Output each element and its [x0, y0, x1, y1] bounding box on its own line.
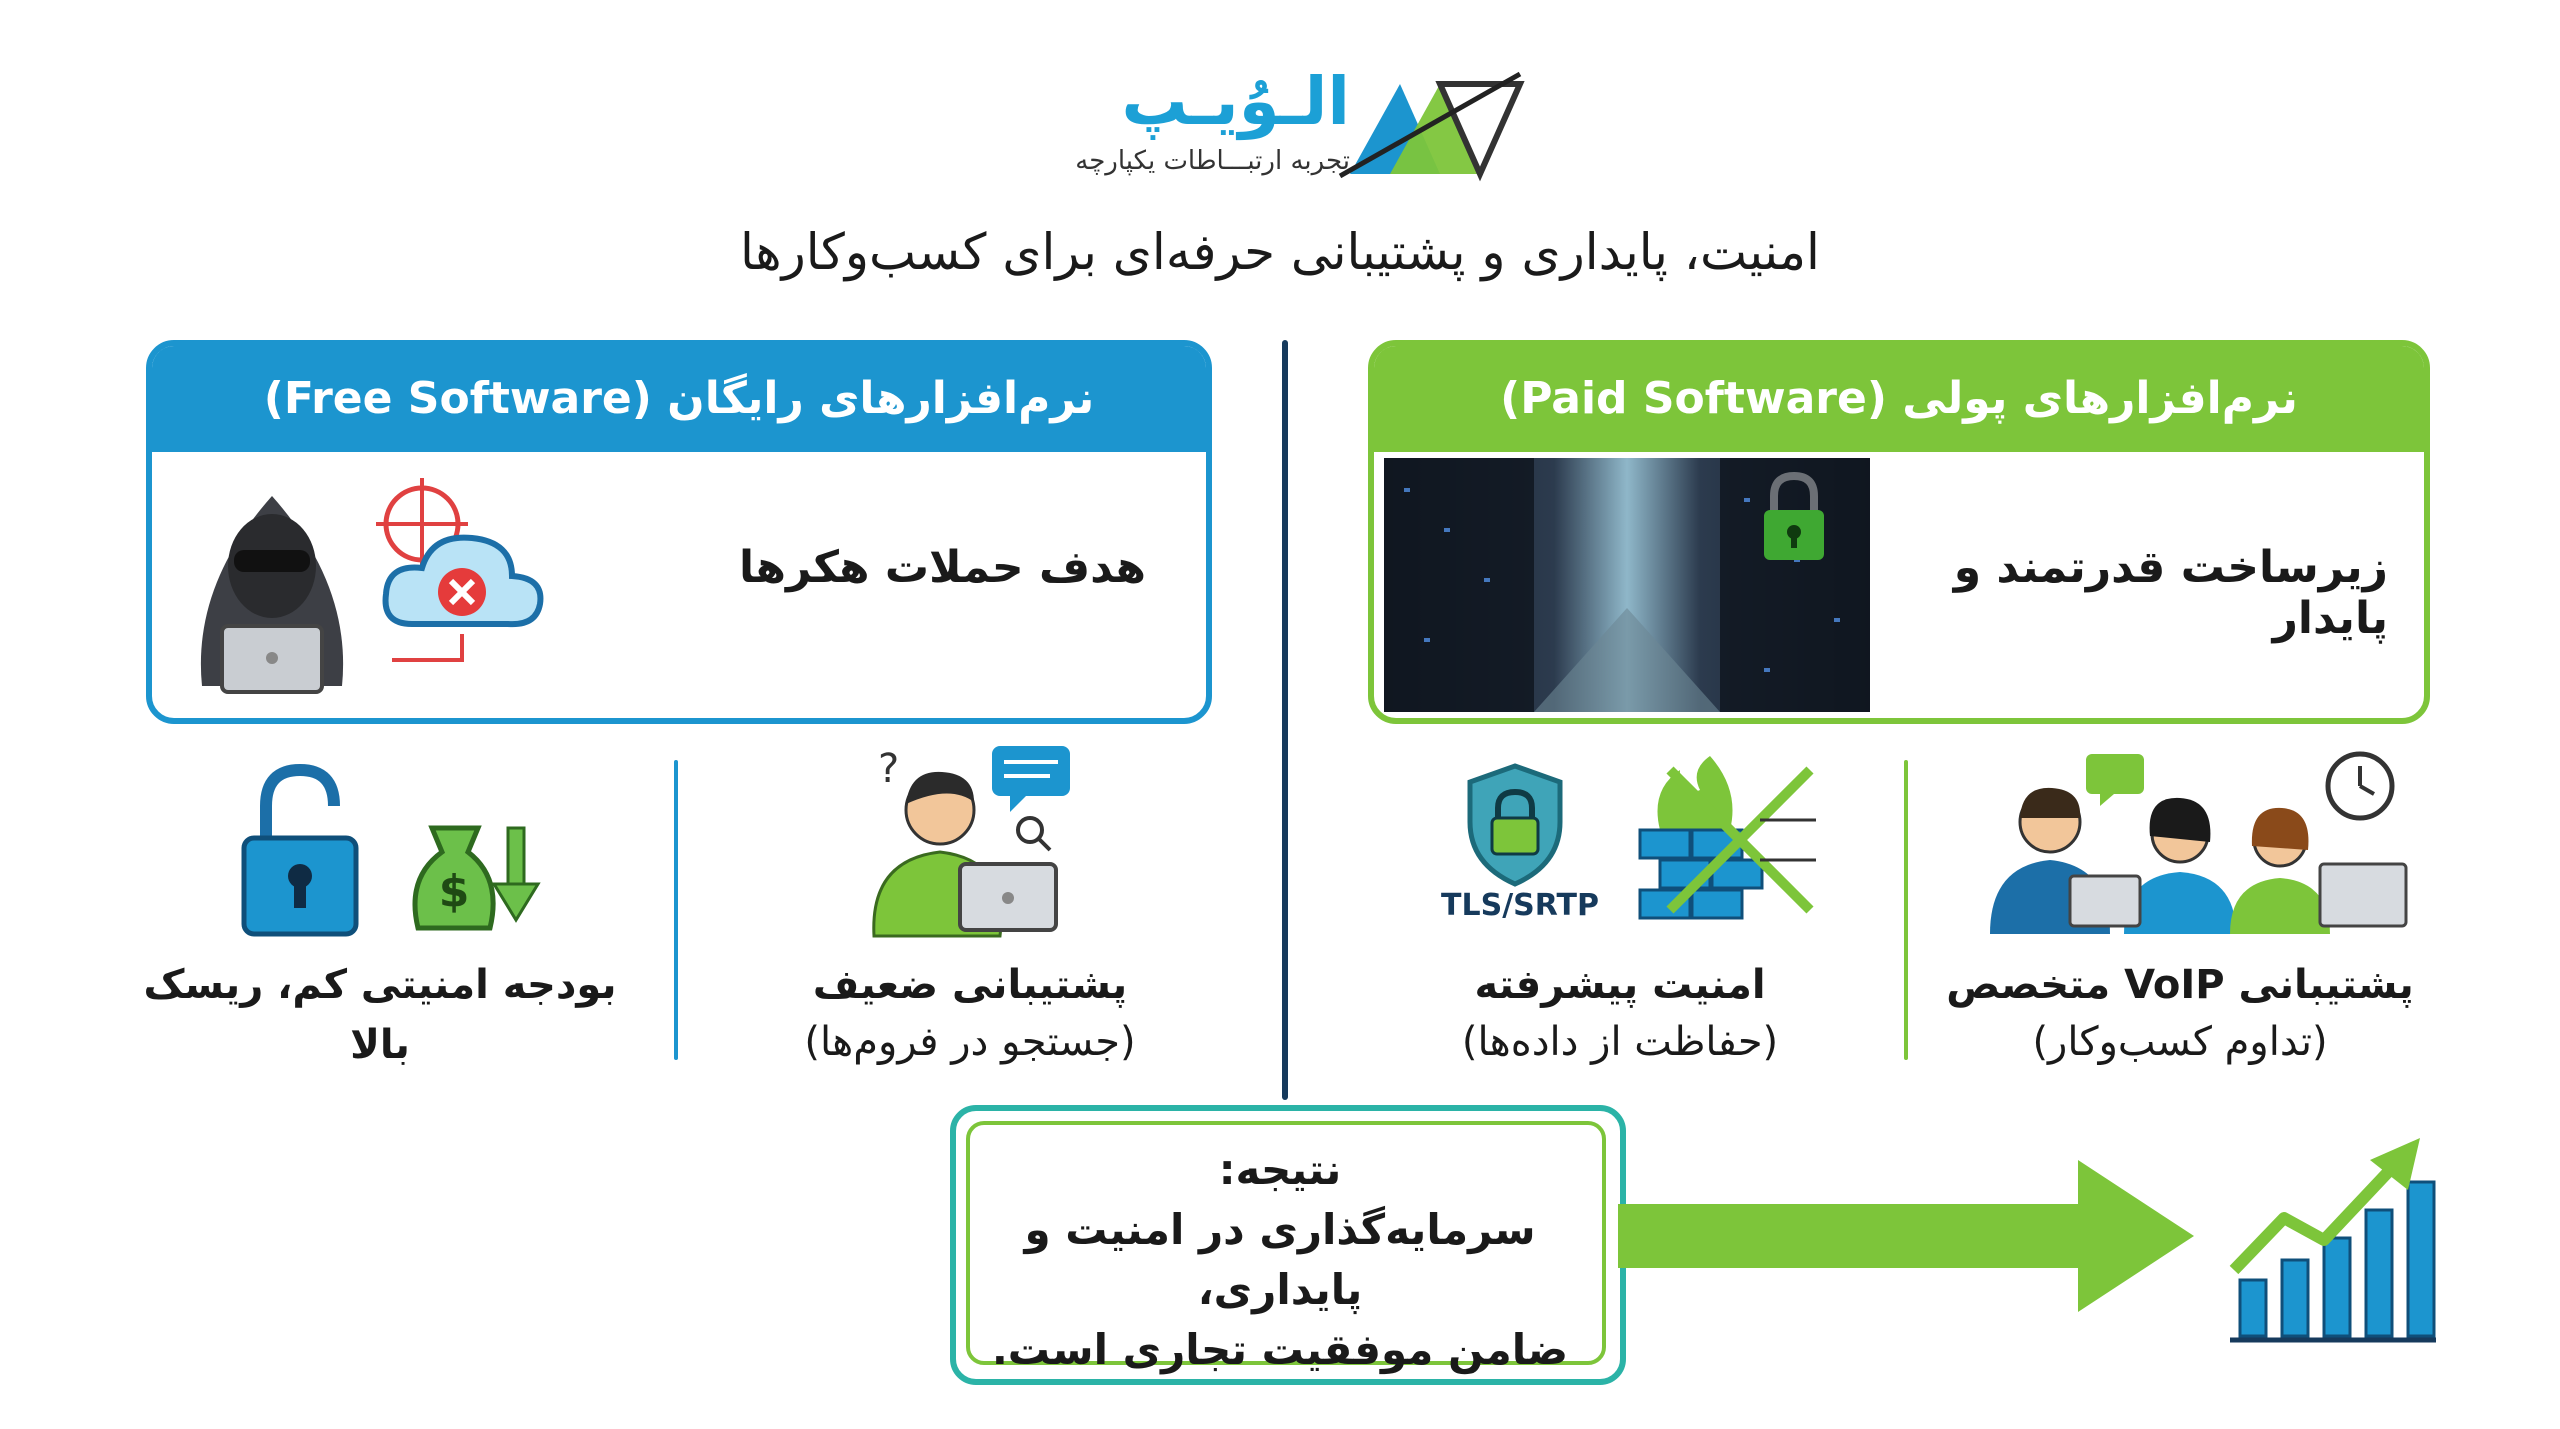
brand-logo-mark — [1330, 64, 1530, 184]
free-item-budget: بودجه امنیتی کم، ریسک بالا — [143, 962, 617, 1068]
arrow-right-icon — [1618, 1160, 2198, 1320]
conclusion-line2: ضامن موفقیت تجاری است. — [991, 1325, 1569, 1374]
paid-main-point: زیرساخت قدرتمند و پایدار — [1953, 542, 2388, 644]
paid-software-panel — [1368, 340, 2430, 724]
svg-text:?: ? — [878, 746, 900, 792]
center-divider — [1282, 340, 1288, 1100]
shield-lock-icon — [1460, 760, 1570, 890]
cloud-error-icon — [362, 464, 562, 664]
svg-text:$: $ — [438, 866, 470, 917]
free-item-support-sub: (جستجو در فروم‌ها) — [804, 1019, 1136, 1065]
firewall-icon — [1630, 750, 1820, 930]
money-bag-down-icon — [398, 808, 548, 938]
conclusion-heading: نتیجه: — [1218, 1145, 1342, 1194]
free-software-panel — [146, 340, 1212, 724]
free-sub-divider — [674, 760, 678, 1060]
brand-tagline: تجربه ارتبـــاطات یکپارچه — [1075, 146, 1350, 176]
tls-srtp-badge: TLS/SRTP — [1441, 888, 1599, 923]
growth-chart-icon — [2220, 1130, 2440, 1350]
paid-sub-divider — [1904, 760, 1908, 1060]
support-agents-icon — [1960, 746, 2410, 936]
hacker-icon — [172, 466, 372, 696]
page-title: امنیت، پایداری و پشتیبانی حرفه‌ای برای کسب‌وکارها — [740, 223, 1820, 281]
open-padlock-icon — [230, 760, 370, 940]
server-room-icon — [1384, 458, 1870, 712]
lock-icon — [1754, 468, 1834, 568]
free-item-support: پشتیبانی ضعیف — [812, 962, 1128, 1008]
paid-software-title: نرم‌افزارهای پولی (Paid Software) — [1374, 346, 2424, 452]
paid-item-security-sub: (حفاظت از داده‌ها) — [1461, 1019, 1779, 1065]
brand-name: الـوُیـپ — [1121, 63, 1350, 140]
free-software-title: نرم‌افزارهای رایگان (Free Software) — [152, 346, 1206, 452]
conclusion-text — [980, 1140, 1580, 1374]
confused-user-laptop-icon — [850, 740, 1080, 940]
paid-item-security: امنیت پیشرفته — [1474, 962, 1766, 1008]
conclusion-line1: سرمایه‌گذاری در امنیت و پایداری، — [1024, 1205, 1536, 1314]
free-main-point: هدف حملات هکرها — [739, 542, 1146, 593]
paid-item-support-sub: (تداوم کسب‌وکار) — [2032, 1019, 2328, 1065]
clock-icon — [2328, 754, 2392, 818]
paid-item-support: پشتیبانی VoIP متخصص — [1946, 962, 2414, 1008]
